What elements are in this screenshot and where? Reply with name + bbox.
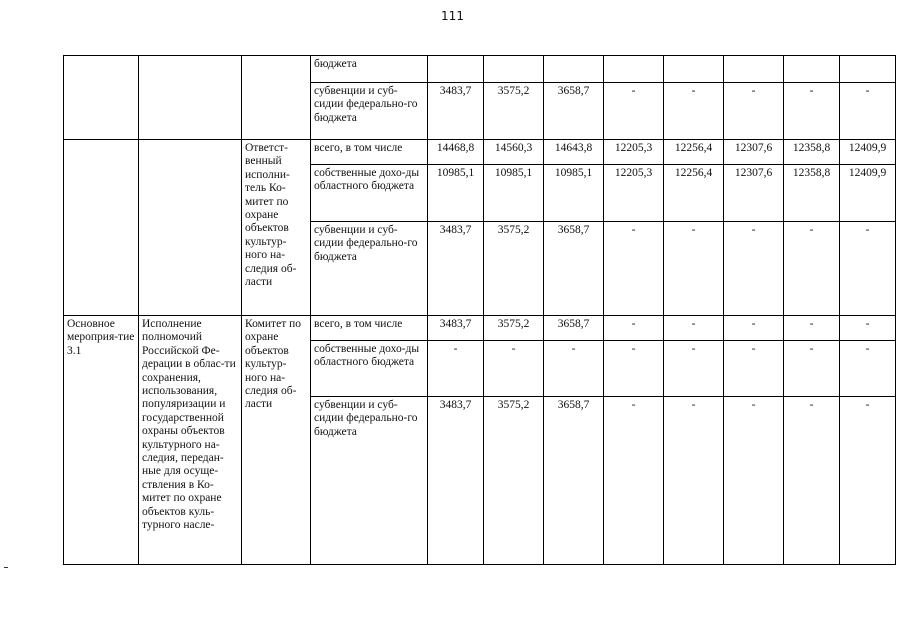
value-cell: 3575,2 (484, 83, 544, 140)
funding-source-cell: бюджета (311, 56, 428, 83)
funding-source-cell: субвенции и суб-сидии федерально-го бюджета (311, 222, 428, 316)
table-row (64, 140, 896, 165)
funding-source-cell: собственные дохо-ды областного бюджета (311, 165, 428, 222)
value-cell: 3658,7 (544, 316, 604, 341)
budget-table (63, 55, 896, 565)
value-cell: - (604, 222, 664, 316)
value-cell: - (484, 341, 544, 397)
value-cell: - (664, 397, 724, 565)
value-cell: - (784, 397, 840, 565)
value-cell: 10985,1 (484, 165, 544, 222)
description-cell-cont (139, 56, 242, 140)
funding-source-cell: всего, в том числе (311, 316, 428, 341)
value-cell: 3483,7 (428, 397, 484, 565)
funding-source-cell: субвенции и суб-сидии федерально-го бюджета (311, 397, 428, 565)
value-cell: - (840, 83, 896, 140)
value-cell: 3658,7 (544, 83, 604, 140)
value-cell: 12358,8 (784, 165, 840, 222)
value-cell: - (428, 341, 484, 397)
value-cell: - (724, 316, 784, 341)
value-cell: 12307,6 (724, 140, 784, 165)
responsible-executor-cell: Ответст-венный исполни-тель Ко-митет по охране объектов культур-ного на-следия об-ласти (242, 140, 311, 316)
value-cell: 12256,4 (664, 140, 724, 165)
activity-cell-empty (64, 140, 139, 316)
value-cell (544, 56, 604, 83)
value-cell: 14643,8 (544, 140, 604, 165)
value-cell (604, 56, 664, 83)
value-cell: 12358,8 (784, 140, 840, 165)
value-cell: - (604, 83, 664, 140)
main-activity-executor: Комитет по охране объектов культур-ного на-следия об-ласти (242, 316, 311, 565)
value-cell (428, 56, 484, 83)
value-cell: 14560,3 (484, 140, 544, 165)
value-cell: 3658,7 (544, 397, 604, 565)
value-cell: - (664, 341, 724, 397)
value-cell: 12205,3 (604, 165, 664, 222)
value-cell: 3483,7 (428, 83, 484, 140)
value-cell: 3658,7 (544, 222, 604, 316)
margin-mark (4, 567, 8, 568)
value-cell: - (724, 83, 784, 140)
value-cell (664, 56, 724, 83)
page-number: 111 (441, 9, 464, 23)
value-cell: 3575,2 (484, 222, 544, 316)
value-cell: - (724, 222, 784, 316)
value-cell: - (840, 397, 896, 565)
main-activity-description: Исполнение полномочий Российской Фе-дерации в облас-ти сохранения, использования, популяризации и государственной охраны объектов культурного на-следия, передан-ные для осуще-ствления в Ко-митет по охране объектов куль-турного насле- (139, 316, 242, 565)
value-cell: - (664, 83, 724, 140)
value-cell: - (664, 316, 724, 341)
value-cell: - (784, 222, 840, 316)
value-cell: 12307,6 (724, 165, 784, 222)
value-cell: 3483,7 (428, 316, 484, 341)
funding-source-cell: субвенции и суб-сидии федерально-го бюджета (311, 83, 428, 140)
table-row (64, 56, 896, 83)
value-cell: 10985,1 (544, 165, 604, 222)
value-cell: 12256,4 (664, 165, 724, 222)
value-cell: 12409,9 (840, 140, 896, 165)
value-cell: - (784, 316, 840, 341)
value-cell: - (604, 397, 664, 565)
value-cell: 3575,2 (484, 316, 544, 341)
value-cell (840, 56, 896, 83)
value-cell: - (840, 341, 896, 397)
activity-cell-cont (64, 56, 139, 140)
value-cell: 3575,2 (484, 397, 544, 565)
value-cell: - (604, 316, 664, 341)
description-cell-empty (139, 140, 242, 316)
value-cell (724, 56, 784, 83)
main-activity-label: Основное мероприя-тие 3.1 (64, 316, 139, 565)
value-cell: 12205,3 (604, 140, 664, 165)
value-cell: 14468,8 (428, 140, 484, 165)
value-cell: - (604, 341, 664, 397)
value-cell: - (784, 341, 840, 397)
value-cell: 10985,1 (428, 165, 484, 222)
value-cell (784, 56, 840, 83)
value-cell: - (724, 397, 784, 565)
table-row (64, 316, 896, 341)
value-cell: - (544, 341, 604, 397)
funding-source-cell: всего, в том числе (311, 140, 428, 165)
value-cell: - (840, 222, 896, 316)
executor-cell-cont (242, 56, 311, 140)
value-cell: - (784, 83, 840, 140)
value-cell: - (664, 222, 724, 316)
value-cell: 3483,7 (428, 222, 484, 316)
funding-source-cell: собственные дохо-ды областного бюджета (311, 341, 428, 397)
value-cell: - (840, 316, 896, 341)
value-cell (484, 56, 544, 83)
value-cell: - (724, 341, 784, 397)
value-cell: 12409,9 (840, 165, 896, 222)
